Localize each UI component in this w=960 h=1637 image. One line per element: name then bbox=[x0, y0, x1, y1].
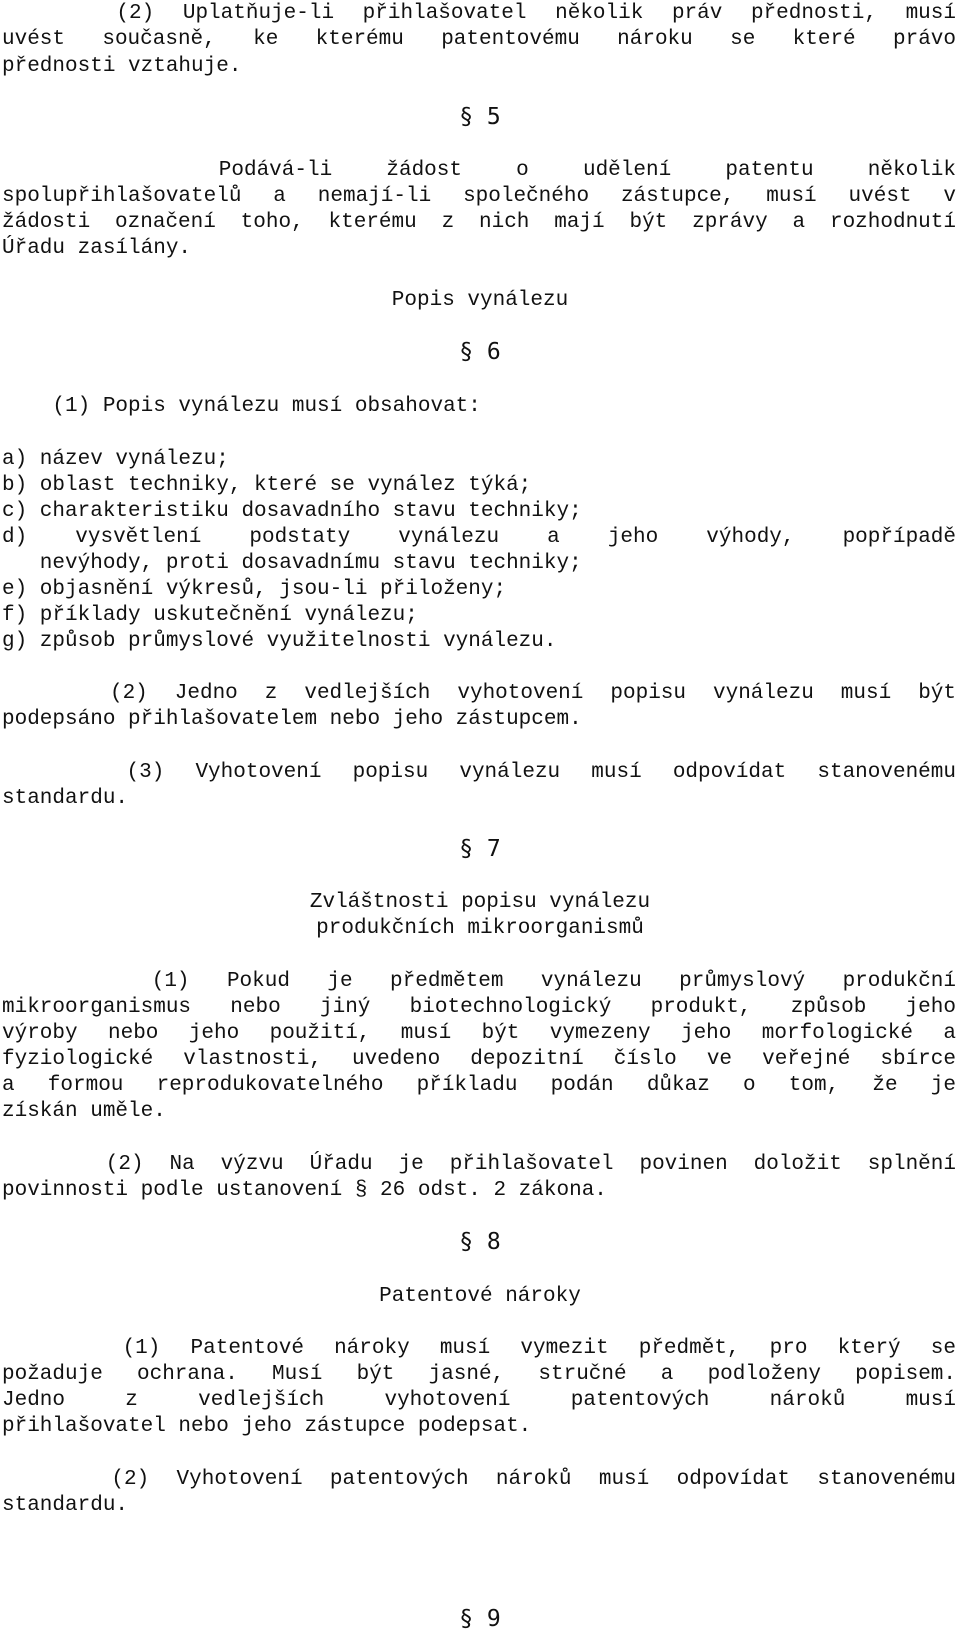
text-line: podepsáno přihlašovatelem nebo jeho zástupcem. bbox=[2, 708, 582, 731]
text-line: standardu. bbox=[2, 787, 129, 810]
section-title: Zvláštnosti popisu vynálezu bbox=[309, 891, 651, 914]
text-line: spolupřihlašovatelů a nemají-li společného zástupce, musí uvést v bbox=[2, 185, 956, 208]
text-line: výroby nebo jeho použití, musí být vymezeny jeho morfologické a bbox=[2, 1022, 956, 1045]
text-line: (2) Jedno z vedlejších vyhotovení popisu vynálezu musí být bbox=[2, 682, 956, 705]
section-heading-7: § 7 bbox=[459, 836, 501, 862]
text-line: mikroorganismus nebo jiný biotechnologický produkt, způsob jeho bbox=[2, 996, 956, 1019]
text-line: Podává-li žádost o udělení patentu několik bbox=[2, 159, 956, 182]
text-line: (1) Pokud je předmětem vynálezu průmyslový produkční bbox=[2, 970, 956, 993]
text-line: přihlašovatel nebo jeho zástupce podepsat. bbox=[2, 1415, 532, 1438]
text-line: (2) Uplatňuje-li přihlašovatel několik práv přednosti, musí bbox=[2, 2, 956, 25]
section-title: Patentové nároky bbox=[379, 1285, 581, 1308]
text-line: (1) Patentové nároky musí vymezit předmět, pro který se bbox=[2, 1337, 956, 1360]
text-line: uvést současně, ke kterému patentovému nároku se které právo bbox=[2, 28, 956, 51]
section-heading-6: § 6 bbox=[459, 339, 501, 365]
list-item: e) objasnění výkresů, jsou-li přiloženy; bbox=[2, 578, 507, 601]
list-item: f) příklady uskutečnění vynálezu; bbox=[2, 604, 418, 627]
text-line: a formou reprodukovatelného příkladu podán důkaz o tom, že je bbox=[2, 1074, 956, 1097]
text-line: fyziologické vlastnosti, uvedeno depozitní číslo ve veřejné sbírce bbox=[2, 1048, 956, 1071]
text-line: žádosti označení toho, kterému z nich mají být zprávy a rozhodnutí bbox=[2, 211, 956, 234]
text-line: (2) Na výzvu Úřadu je přihlašovatel povinen doložit splnění bbox=[2, 1153, 956, 1176]
text-line: (2) Vyhotovení patentových nároků musí odpovídat stanovenému bbox=[2, 1468, 956, 1491]
list-item: a) název vynálezu; bbox=[2, 448, 229, 471]
text-line: požaduje ochrana. Musí být jasné, stručné a podloženy popisem. bbox=[2, 1363, 956, 1386]
text-line: přednosti vztahuje. bbox=[2, 55, 242, 78]
text-line: získán uměle. bbox=[2, 1100, 166, 1123]
part-title: Popis vynálezu bbox=[391, 289, 569, 312]
list-item: nevýhody, proti dosavadnímu stavu techniky; bbox=[2, 552, 582, 575]
section-title: produkčních mikroorganismů bbox=[316, 917, 644, 940]
list-item: c) charakteristiku dosavadního stavu techniky; bbox=[2, 500, 582, 523]
text-line: (3) Vyhotovení popisu vynálezu musí odpovídat stanovenému bbox=[2, 761, 956, 784]
text-line: (1) Popis vynálezu musí obsahovat: bbox=[2, 395, 481, 418]
section-heading-9: § 9 bbox=[459, 1606, 501, 1632]
list-item: d) vysvětlení podstaty vynálezu a jeho výhody, popřípadě bbox=[2, 526, 956, 549]
section-heading-5: § 5 bbox=[459, 104, 501, 130]
text-line: povinnosti podle ustanovení § 26 odst. 2 zákona. bbox=[2, 1179, 607, 1202]
text-line: standardu. bbox=[2, 1494, 129, 1517]
list-item: g) způsob průmyslové využitelnosti vynálezu. bbox=[2, 630, 557, 653]
text-line: Úřadu zasílány. bbox=[2, 237, 192, 260]
text-line: Jedno z vedlejších vyhotovení patentových nároků musí bbox=[2, 1389, 956, 1412]
section-heading-8: § 8 bbox=[459, 1229, 501, 1255]
list-item: b) oblast techniky, které se vynález týká; bbox=[2, 474, 532, 497]
